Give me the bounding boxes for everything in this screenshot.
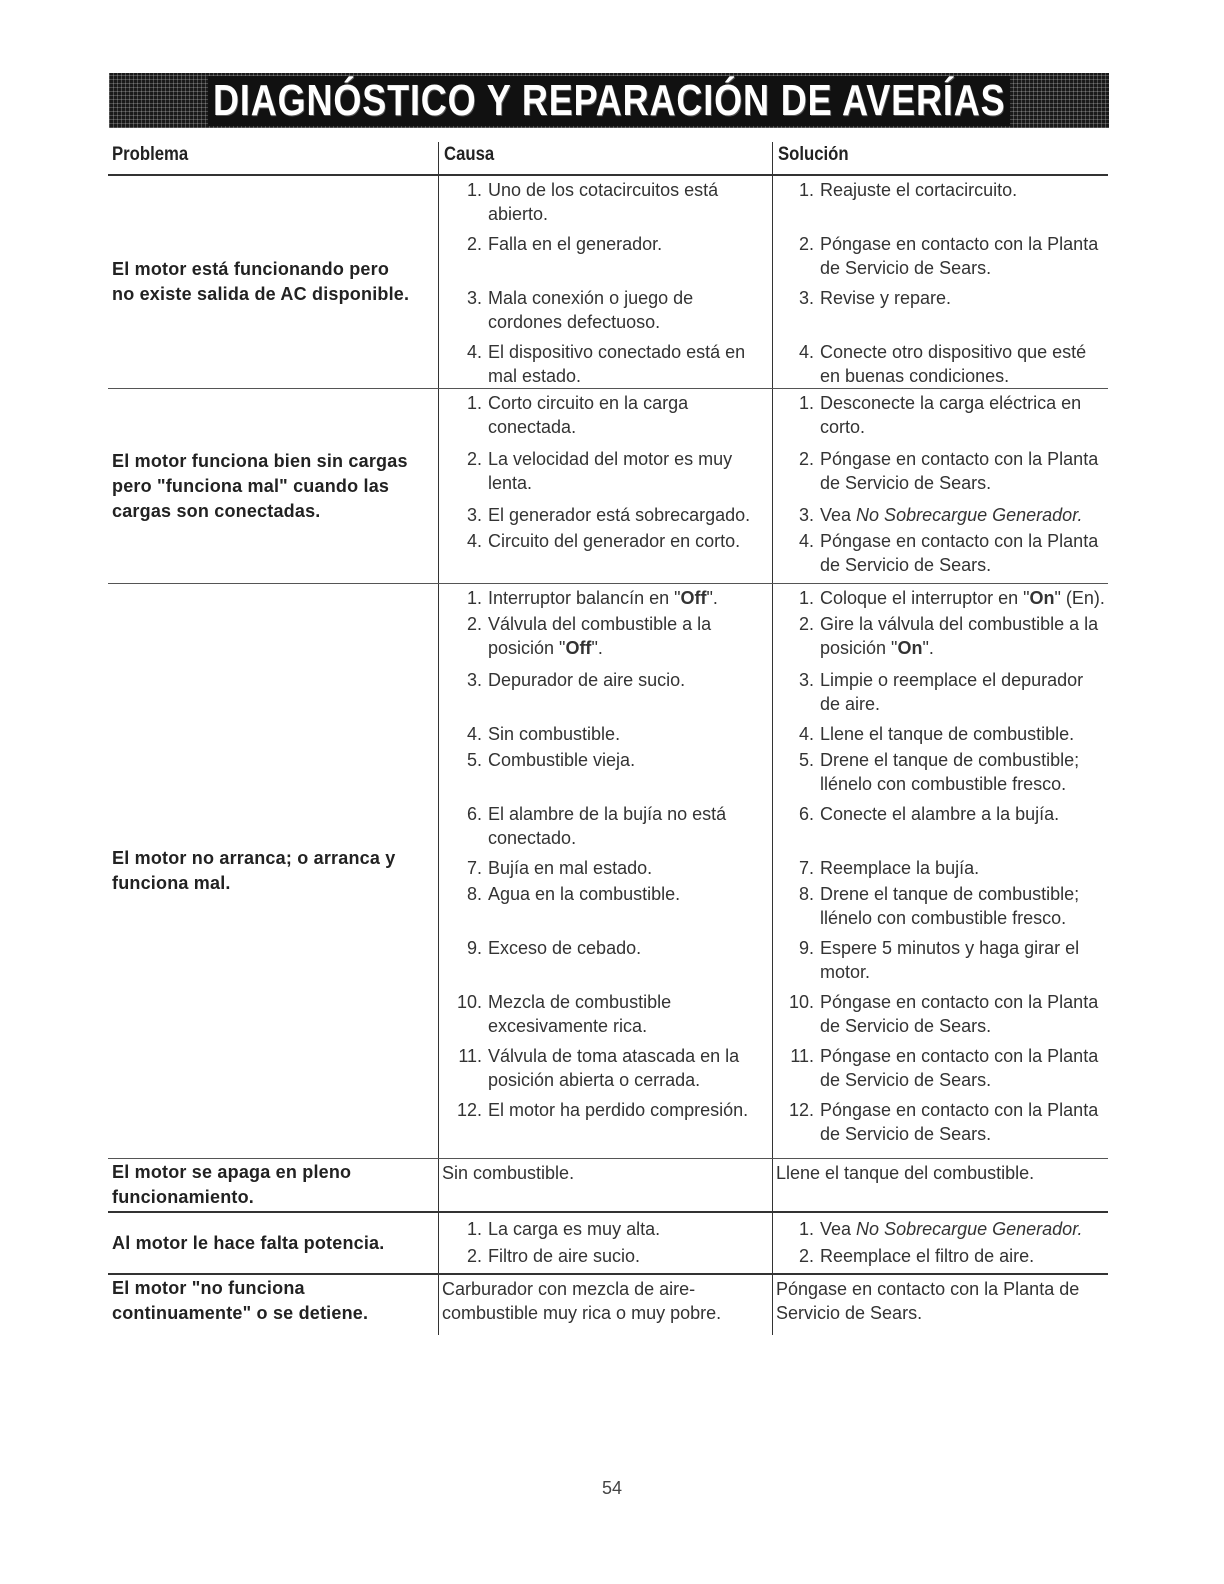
solution-text: Póngase en contacto con la Planta de Servicio de Sears.	[776, 1279, 1080, 1323]
item-number: 12.	[456, 1100, 482, 1120]
item-number: 5.	[798, 750, 814, 770]
item-text: Conecte otro dispositivo que esté en buenas condiciones.	[820, 342, 1087, 386]
problem-cell	[112, 1213, 432, 1273]
item-text: Bujía en mal estado.	[488, 858, 653, 878]
item-number: 3.	[798, 288, 814, 308]
item-text: Reajuste el cortacircuito.	[820, 180, 1018, 200]
column-divider	[438, 389, 439, 583]
table-row	[108, 1159, 1108, 1213]
item-number: 11.	[790, 1046, 814, 1066]
table-row	[108, 584, 1108, 1159]
cause-text: Sin combustible.	[442, 1163, 575, 1183]
item-number: 3.	[798, 505, 814, 525]
item-number: 4.	[798, 342, 814, 362]
item-number: 10.	[788, 992, 814, 1012]
title-banner	[109, 73, 1109, 128]
item-number: 4.	[466, 342, 482, 362]
item-number: 4.	[466, 531, 482, 551]
problem-text: Al motor le hace falta potencia.	[112, 1232, 385, 1253]
table-row	[108, 176, 1108, 389]
table-row	[108, 389, 1108, 584]
column-divider	[772, 389, 773, 583]
item-text: Válvula de toma atascada en la posición abierta o cerrada.	[488, 1046, 740, 1090]
item-text: La velocidad del motor es muy lenta.	[488, 449, 733, 493]
column-divider	[772, 1159, 773, 1211]
item-text-plain: Vea	[820, 1219, 857, 1239]
item-text: Depurador de aire sucio.	[488, 670, 686, 690]
column-divider	[438, 1159, 439, 1211]
column-divider	[438, 1213, 439, 1273]
item-text: Reemplace la bujía.	[820, 858, 980, 878]
item-text: Combustible vieja.	[488, 750, 636, 770]
troubleshooting-table	[108, 142, 1108, 1335]
item-text-plain: Interruptor balancín en "	[488, 588, 681, 608]
item-number: 2.	[466, 1246, 482, 1266]
item-text-italic: No Sobrecargue Generador.	[856, 1219, 1083, 1239]
item-text: El alambre de la bujía no está conectado.	[488, 804, 727, 848]
item-text: La carga es muy alta.	[488, 1219, 661, 1239]
page-number: 54	[601, 1478, 623, 1498]
item-number: 1.	[798, 180, 814, 200]
item-number: 1.	[466, 588, 482, 608]
item-number: 2.	[798, 234, 814, 254]
item-text: Reemplace el filtro de aire.	[820, 1246, 1035, 1266]
item-number: 7.	[466, 858, 482, 878]
item-number: 1.	[466, 393, 482, 413]
table-row	[108, 1275, 1108, 1335]
item-number: 9.	[798, 938, 814, 958]
item-number: 4.	[466, 724, 482, 744]
column-divider	[438, 142, 439, 174]
item-text: Mala conexión o juego de cordones defectuoso.	[488, 288, 694, 332]
item-text: El motor ha perdido compresión.	[488, 1100, 749, 1120]
item-text: Llene el tanque de combustible.	[820, 724, 1075, 744]
item-number: 1.	[798, 1219, 814, 1239]
item-text	[820, 503, 1108, 527]
item-number: 2.	[466, 234, 482, 254]
item-text-bold: On	[897, 638, 923, 658]
column-divider	[772, 1213, 773, 1273]
item-number: 7.	[798, 858, 814, 878]
item-text-suffix: ".	[591, 638, 603, 658]
item-text: Conecte el alambre a la bujía.	[820, 804, 1060, 824]
item-text: Exceso de cebado.	[488, 938, 642, 958]
item-text: Espere 5 minutos y haga girar el motor.	[820, 938, 1080, 982]
item-number: 3.	[798, 670, 814, 690]
item-text-suffix: ".	[922, 638, 934, 658]
item-text-bold: Off	[680, 588, 707, 608]
header-problem: Problema	[112, 144, 189, 165]
item-number: 9.	[466, 938, 482, 958]
item-number: 8.	[798, 884, 814, 904]
item-text: Póngase en contacto con la Planta de Servicio de Sears.	[820, 234, 1099, 278]
item-text: Póngase en contacto con la Planta de Servicio de Sears.	[820, 531, 1099, 575]
item-text: Falla en el generador.	[488, 234, 663, 254]
item-text	[488, 586, 772, 610]
item-text-plain: Válvula del combustible a la posición "	[488, 614, 712, 658]
item-number: 1.	[798, 588, 814, 608]
item-text-bold: Off	[565, 638, 592, 658]
item-text: Drene el tanque de combustible; llénelo con combustible fresco.	[820, 750, 1080, 794]
item-number: 1.	[798, 393, 814, 413]
item-text: Drene el tanque de combustible; llénelo con combustible fresco.	[820, 884, 1080, 928]
item-text: Sin combustible.	[488, 724, 621, 744]
item-number: 1.	[466, 1219, 482, 1239]
item-text-suffix: " (En).	[1054, 588, 1105, 608]
cause-text: Carburador con mezcla de aire-combustible muy rica o muy pobre.	[442, 1279, 722, 1323]
item-text-bold: On	[1029, 588, 1055, 608]
item-number: 11.	[458, 1046, 482, 1066]
item-text: Corto circuito en la carga conectada.	[488, 393, 689, 437]
solution-text: Llene el tanque del combustible.	[776, 1163, 1035, 1183]
item-number: 1.	[466, 180, 482, 200]
item-text-plain: Coloque el interruptor en "	[820, 588, 1030, 608]
column-divider	[438, 176, 439, 388]
item-number: 4.	[798, 724, 814, 744]
item-text: Desconecte la carga eléctrica en corto.	[820, 393, 1082, 437]
item-text-plain: Gire la válvula del combustible a la posición "	[820, 614, 1099, 658]
problem-text: El motor está funcionando pero no existe salida de AC disponible.	[112, 259, 410, 304]
item-text: Póngase en contacto con la Planta de Servicio de Sears.	[820, 449, 1099, 493]
item-number: 2.	[466, 449, 482, 469]
page-title: DIAGNÓSTICO Y REPARACIÓN DE AVERÍAS	[208, 76, 1010, 126]
item-text: Uno de los cotacircuitos está abierto.	[488, 180, 719, 224]
problem-text: El motor no arranca; o arranca y funciona mal.	[112, 848, 396, 893]
item-text	[820, 612, 1108, 660]
table-header-row	[108, 142, 1108, 176]
column-divider	[438, 584, 439, 1158]
item-number: 3.	[466, 288, 482, 308]
header-solution: Solución	[778, 144, 849, 165]
item-text	[820, 1217, 1108, 1241]
column-divider	[772, 176, 773, 388]
item-text: Agua en la combustible.	[488, 884, 681, 904]
item-text: El generador está sobrecargado.	[488, 505, 751, 525]
problem-text: El motor funciona bien sin cargas pero "funciona mal" cuando las cargas son conectadas.	[112, 450, 408, 521]
problem-text: El motor se apaga en pleno funcionamiento.	[112, 1162, 352, 1207]
column-divider	[772, 584, 773, 1158]
item-text: Circuito del generador en corto.	[488, 531, 741, 551]
item-text: Filtro de aire sucio.	[488, 1246, 641, 1266]
item-text	[820, 586, 1108, 610]
item-number: 8.	[466, 884, 482, 904]
item-text: Mezcla de combustible excesivamente rica.	[488, 992, 672, 1036]
item-text-italic: No Sobrecargue Generador.	[856, 505, 1083, 525]
column-divider	[772, 1275, 773, 1335]
problem-cell	[112, 1275, 442, 1335]
problem-cell	[112, 176, 412, 388]
item-number: 3.	[466, 670, 482, 690]
item-number: 6.	[798, 804, 814, 824]
item-text: El dispositivo conectado está en mal estado.	[488, 342, 746, 386]
item-number: 2.	[798, 449, 814, 469]
item-number: 12.	[788, 1100, 814, 1120]
item-text: Póngase en contacto con la Planta de Servicio de Sears.	[820, 1100, 1099, 1144]
item-number: 5.	[466, 750, 482, 770]
problem-cell	[112, 1159, 362, 1211]
item-number: 2.	[798, 614, 814, 634]
item-text-plain: Vea	[820, 505, 857, 525]
item-text: Revise y repare.	[820, 288, 952, 308]
problem-cell	[112, 389, 432, 583]
problem-cell	[112, 584, 402, 1158]
item-number: 2.	[798, 1246, 814, 1266]
item-number: 2.	[466, 614, 482, 634]
item-number: 3.	[466, 505, 482, 525]
column-divider	[772, 142, 773, 174]
item-number: 10.	[456, 992, 482, 1012]
item-number: 6.	[466, 804, 482, 824]
header-cause: Causa	[444, 144, 495, 165]
table-row	[108, 1213, 1108, 1275]
item-text: Póngase en contacto con la Planta de Servicio de Sears.	[820, 992, 1099, 1036]
item-text: Limpie o reemplace el depurador de aire.	[820, 670, 1084, 714]
item-text: Póngase en contacto con la Planta de Servicio de Sears.	[820, 1046, 1099, 1090]
item-number: 4.	[798, 531, 814, 551]
problem-text: El motor "no funciona continuamente" o se detiene.	[112, 1278, 369, 1323]
item-text-suffix: ".	[706, 588, 718, 608]
item-text	[488, 612, 772, 660]
